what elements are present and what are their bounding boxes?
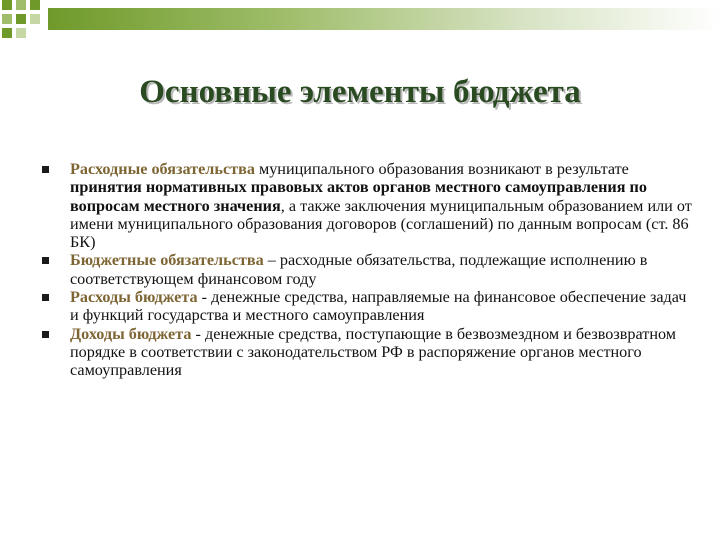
bullet-item [42,288,692,325]
term-label: Бюджетные обязательства [70,251,264,270]
corner-square [30,14,40,24]
bullet-item [42,325,692,380]
item-text: принятия нормативных правовых актов органов местного самоуправления по вопросам местного значения [70,178,647,215]
term-label: Доходы бюджета [70,324,192,343]
square-bullet-icon [42,166,49,173]
bullet-item [42,160,692,251]
term-label: Расходы бюджета [70,288,198,307]
item-text: – расходные обязательства, подлежащие исполнению в соответствующем финансовом году [70,251,648,288]
corner-square [2,14,12,24]
corner-square [16,28,26,38]
square-bullet-icon [42,257,49,264]
item-text: - денежные средства, поступающие в безвозмездном и безвозвратном порядке в соответствии с законодательством РФ в распоряжение органов местного самоуправления [70,324,677,380]
header-gradient-band [48,8,720,30]
corner-square [2,28,12,38]
slide-title: Основные элементы бюджета [139,74,581,110]
item-text: , а также заключения муниципальным образованием или от имени муниципального образования договоров (соглашений) по данным вопросам (ст. 86 БК) [70,196,692,252]
square-bullet-icon [42,294,49,301]
corner-square [16,14,26,24]
item-text: - денежные средства, направляемые на финансовое обеспечение задач и функций государства и местного самоуправления [70,288,687,325]
bullet-list [42,160,692,380]
corner-square [30,0,40,10]
term-label: Расходные обязательства [70,160,255,178]
item-text: муниципального образования возникают в результате [254,160,629,178]
bullet-item [42,251,692,288]
corner-square [16,0,26,10]
square-bullet-icon [42,331,49,338]
corner-square [2,0,12,10]
